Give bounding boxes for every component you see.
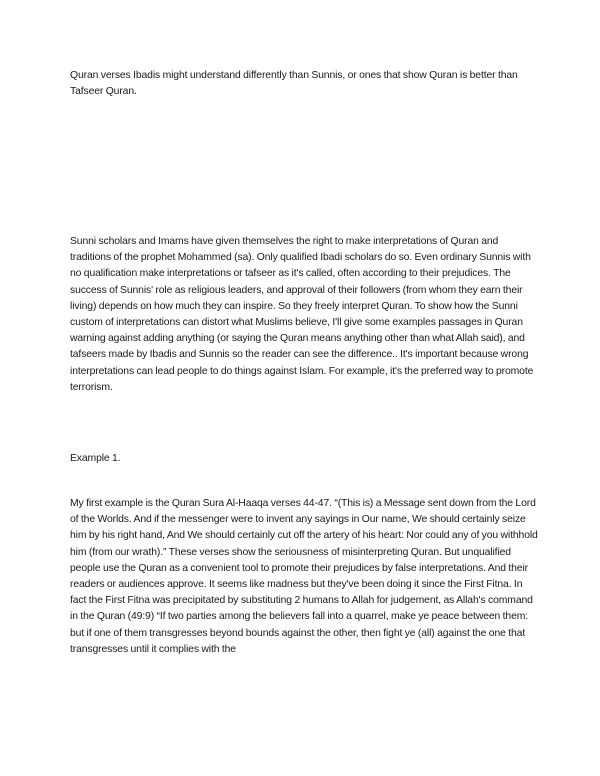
example-heading: Example 1. bbox=[70, 453, 121, 464]
intro-paragraph: Quran verses Ibadis might understand differently than Sunnis, or ones that show Quran is better than Tafseer Quran. bbox=[70, 70, 518, 98]
example-body-paragraph: My first example is the Quran Sura Al-Haaqa verses 44-47. “(This is) a Message sent down from the Lord of the Worlds. And if the messenger were to invent any sayings in Our name, We should certainly seize him by his right hand, And We should certainly cut off the artery of his heart: Nor could any of you withhold him (from our wrath).” These verses show the seriousness of misinterpreting Quran. But unqualified people use the Quran as a convenient tool to promote their prejudices by false interpretations. And their readers or audiences approve. It seems like madness but they've been doing it since the First Fitna. In fact the First Fitna was precipitated by substituting 2 humans to Allah for judgement, as Allah's command in the Quran (49:9) “If two parties among the believers fall into a quarrel, make ye peace between them: but if one of them transgresses beyond bounds against the other, then fight ye (all) against the one that transgresses until it complies with the bbox=[70, 498, 538, 655]
sunni-interpretation-paragraph: Sunni scholars and Imams have given themselves the right to make interpretations of Quran and traditions of the prophet Mohammed (sa). Only qualified Ibadi scholars do so. Even ordinary Sunnis with no qualification make interpretations or tafseer as it's called, often according to their prejudices. The success of Sunnis' role as religious leaders, and approval of their followers (from whom they earn their living) depends on how much they can inspire. So they freely interpret Quran. To show how the Sunni custom of interpretations can distort what Muslims believe, I'll give some examples passages in Quran warning against adding anything (or saying the Quran means anything other than what Allah said), and tafseers made by Ibadis and Sunnis so the reader can see the difference.. It's important because wrong interpretations can lead people to do things against Islam. For example, it's the preferred way to promote terrorism. bbox=[70, 236, 534, 393]
